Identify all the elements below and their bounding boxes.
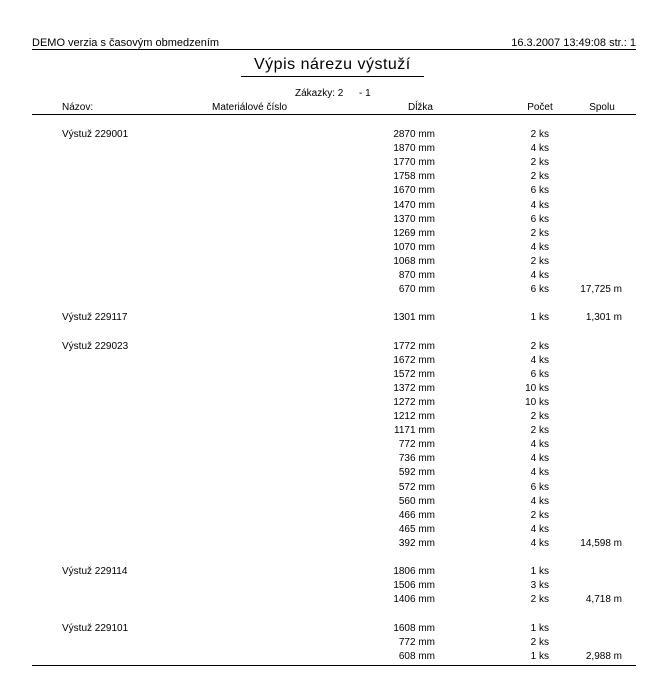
row-count: 3 ks <box>530 580 549 592</box>
row-count: 2 ks <box>530 411 549 422</box>
row-count: 4 ks <box>530 439 549 451</box>
row-count: 1 ks <box>530 622 549 634</box>
header-left: DEMO verzia s časovým obmedzením <box>32 37 220 49</box>
row-count: 2 ks <box>530 171 549 183</box>
row-length: 466 mm <box>398 509 435 521</box>
row-count: 6 ks <box>530 185 549 197</box>
group-name: Výstuž 229101 <box>62 622 129 634</box>
row-count: 4 ks <box>530 537 549 549</box>
row-length: 1870 mm <box>393 143 435 155</box>
row-count: 4 ks <box>530 241 549 253</box>
group-total: 17,725 m <box>580 284 622 296</box>
row-length: 1672 mm <box>393 354 435 366</box>
row-count: 2 ks <box>530 340 549 352</box>
row-count: 4 ks <box>530 495 549 507</box>
row-length: 1406 mm <box>393 594 435 606</box>
column-header-rule <box>32 114 636 115</box>
row-length: 1608 mm <box>393 622 435 634</box>
group-total: 4,718 m <box>585 594 622 606</box>
row-length: 1070 mm <box>393 241 435 253</box>
group-name: Výstuž 229117 <box>62 312 128 324</box>
row-count: 10 ks <box>525 396 549 408</box>
row-count: 2 ks <box>530 636 549 648</box>
row-count: 1 ks <box>530 566 549 578</box>
row-length: 1670 mm <box>393 185 435 197</box>
row-count: 4 ks <box>530 143 549 155</box>
row-length: 2870 mm <box>393 129 435 140</box>
row-count: 2 ks <box>530 594 549 606</box>
row-count: 4 ks <box>530 270 549 281</box>
row-count: 2 ks <box>530 227 549 239</box>
row-count: 10 ks <box>525 382 549 394</box>
row-length: 1171 mm <box>394 425 435 437</box>
group-name: Výstuž 229023 <box>62 340 129 352</box>
row-length: 560 mm <box>398 495 435 507</box>
title-underline <box>241 76 424 77</box>
row-length: 772 mm <box>398 636 435 648</box>
row-length: 1770 mm <box>393 157 435 169</box>
row-length: 1572 mm <box>393 368 435 380</box>
group-name: Výstuž 229114 <box>62 566 128 578</box>
col-header-length: Dĺžka <box>407 102 433 113</box>
row-count: 4 ks <box>530 467 549 479</box>
row-count: 4 ks <box>530 354 549 366</box>
row-count: 2 ks <box>530 255 549 267</box>
row-count: 6 ks <box>530 213 549 225</box>
row-length: 1269 mm <box>393 227 435 239</box>
row-length: 1806 mm <box>393 566 435 578</box>
row-length: 1272 mm <box>393 396 435 408</box>
row-count: 4 ks <box>530 453 549 465</box>
row-length: 608 mm <box>398 650 435 662</box>
orders-value: - 1 <box>359 88 371 99</box>
col-header-name: Názov: <box>62 102 94 113</box>
row-count: 6 ks <box>530 481 549 493</box>
row-length: 1758 mm <box>393 171 435 183</box>
orders-label: Zákazky: 2 <box>295 88 344 99</box>
row-count: 6 ks <box>530 368 549 380</box>
row-length: 772 mm <box>398 439 435 451</box>
row-length: 1372 mm <box>393 382 435 394</box>
row-length: 1506 mm <box>393 580 435 592</box>
row-length: 1068 mm <box>393 255 435 267</box>
col-header-total: Spolu <box>589 102 615 113</box>
row-length: 736 mm <box>398 453 435 465</box>
row-length: 392 mm <box>398 537 435 549</box>
header-right: 16.3.2007 13:49:08 str.: 1 <box>511 37 636 49</box>
row-count: 2 ks <box>530 157 549 169</box>
row-count: 2 ks <box>530 425 549 437</box>
row-length: 870 mm <box>398 270 435 281</box>
row-count: 1 ks <box>530 312 549 324</box>
header-rule <box>32 49 636 50</box>
row-count: 2 ks <box>530 509 549 521</box>
row-count: 6 ks <box>530 284 549 296</box>
row-count: 2 ks <box>530 129 549 140</box>
footer-rule <box>32 665 636 666</box>
row-length: 1301 mm <box>393 312 435 324</box>
col-header-count: Počet <box>527 102 553 113</box>
page-title: Výpis nárezu výstuží <box>254 56 411 73</box>
row-count: 4 ks <box>530 199 549 211</box>
group-total: 14,598 m <box>580 537 622 549</box>
row-length: 1470 mm <box>393 199 435 211</box>
row-length: 572 mm <box>398 481 435 493</box>
col-header-material: Materiálové číslo <box>212 102 288 113</box>
row-length: 670 mm <box>398 284 435 296</box>
row-length: 592 mm <box>398 467 435 479</box>
group-name: Výstuž 229001 <box>62 129 129 140</box>
group-total: 1,301 m <box>585 312 622 324</box>
group-total: 2,988 m <box>585 650 622 662</box>
row-length: 1370 mm <box>393 213 435 225</box>
row-length: 465 mm <box>398 523 435 535</box>
row-count: 1 ks <box>530 650 549 662</box>
row-length: 1212 mm <box>393 411 435 422</box>
row-length: 1772 mm <box>393 340 435 352</box>
row-count: 4 ks <box>530 523 549 535</box>
